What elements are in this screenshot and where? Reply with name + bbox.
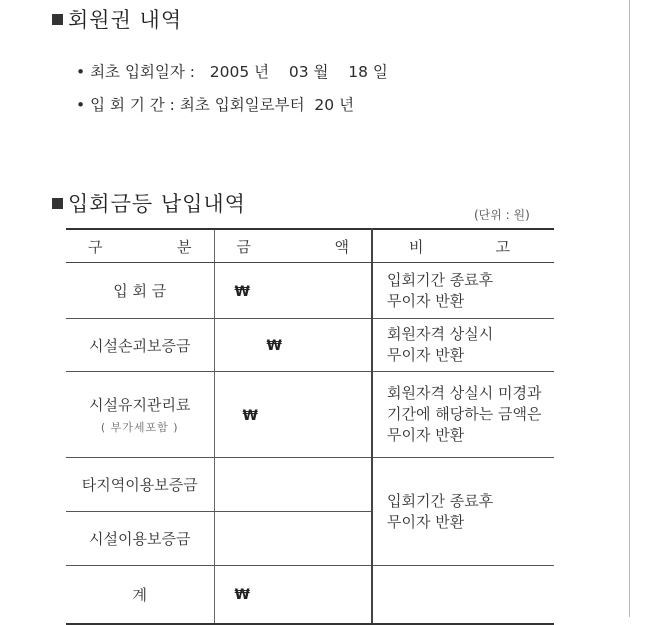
row-label: 시설유지관리료 (89, 396, 191, 414)
row-sublabel: ( 부가세포함 ) (100, 421, 179, 434)
header-remarks (372, 229, 554, 263)
remark-line: 무이자 반환 (387, 346, 465, 364)
row-label: 시설이용보증금 (89, 530, 191, 548)
remark-cell (372, 372, 554, 458)
period-text: 최초 입회일로부터 (179, 96, 305, 114)
payment-table (66, 228, 554, 625)
amount-cell (214, 512, 372, 566)
total-remark-cell (372, 566, 554, 624)
header-amount-a: 금 (236, 237, 251, 256)
row-label-cell (66, 512, 214, 566)
amount-cell (214, 263, 372, 319)
month-unit: 월 (313, 63, 329, 81)
won-symbol: ₩ (266, 338, 282, 354)
period-unit: 년 (339, 96, 355, 114)
amount-cell (214, 319, 372, 372)
payment-title-text: 입회금등 납입내역 (68, 192, 246, 216)
header-category-b: 분 (177, 237, 192, 256)
row-label: 타지역이용보증금 (81, 476, 198, 494)
membership-period-line (76, 93, 354, 115)
square-bullet-icon (52, 198, 63, 209)
remark-line: 무이자 반환 (387, 512, 465, 531)
row-label-cell (66, 263, 214, 319)
amount-cell (214, 372, 372, 458)
remark-line: 무이자 반환 (387, 291, 465, 310)
remark-line: 회원자격 상실시 (387, 325, 494, 343)
total-amount-cell (214, 566, 372, 624)
first-join-day: 18 (348, 63, 368, 81)
remark-line: 회원자격 상실시 미경과 (387, 384, 542, 402)
remark-cell (372, 263, 554, 319)
membership-section-title (52, 4, 182, 34)
row-label-cell (66, 458, 214, 512)
table-row-total (66, 566, 554, 624)
remark-line: 무이자 반환 (387, 426, 465, 444)
period-label: • 입 회 기 간 : (76, 96, 175, 114)
day-unit: 일 (372, 63, 388, 81)
total-label-cell (66, 566, 214, 624)
unit-note: (단위 : 원) (474, 208, 530, 222)
first-join-year: 2005 (209, 63, 250, 81)
remark-line: 기간에 해당하는 금액은 (387, 405, 542, 423)
remark-cell (372, 458, 554, 566)
total-label: 계 (132, 585, 147, 604)
first-join-month: 03 (288, 63, 309, 81)
header-remarks-b: 고 (495, 237, 510, 256)
first-join-date-line (76, 60, 388, 82)
header-category-a: 구 (88, 237, 103, 256)
won-symbol: ₩ (234, 283, 250, 300)
payment-section-title (52, 188, 246, 218)
square-bullet-icon (52, 14, 63, 25)
table-row (66, 263, 554, 319)
header-amount (214, 229, 372, 263)
table-header-row (66, 229, 554, 263)
won-symbol: ₩ (242, 407, 258, 424)
header-category (66, 229, 214, 263)
page-edge-line (629, 0, 630, 617)
won-symbol: ₩ (234, 587, 250, 604)
table-row (66, 319, 554, 372)
row-label-cell (66, 372, 214, 458)
year-unit: 년 (254, 63, 270, 81)
period-years: 20 (314, 96, 335, 114)
row-label: 시설손괴보증금 (89, 336, 191, 355)
amount-cell (214, 458, 372, 512)
header-remarks-a: 비 (409, 237, 424, 256)
table-row (66, 458, 554, 512)
header-amount-b: 액 (334, 237, 349, 256)
row-label: 입 회 금 (113, 282, 167, 300)
remark-line: 입회기간 종료후 (387, 270, 494, 289)
membership-title-text: 회원권 내역 (68, 8, 183, 32)
remark-cell (372, 319, 554, 372)
row-label-cell (66, 319, 214, 372)
first-join-label: • 최초 입회일자 : (76, 63, 195, 81)
remark-line: 입회기간 종료후 (387, 491, 494, 510)
table-row (66, 372, 554, 458)
